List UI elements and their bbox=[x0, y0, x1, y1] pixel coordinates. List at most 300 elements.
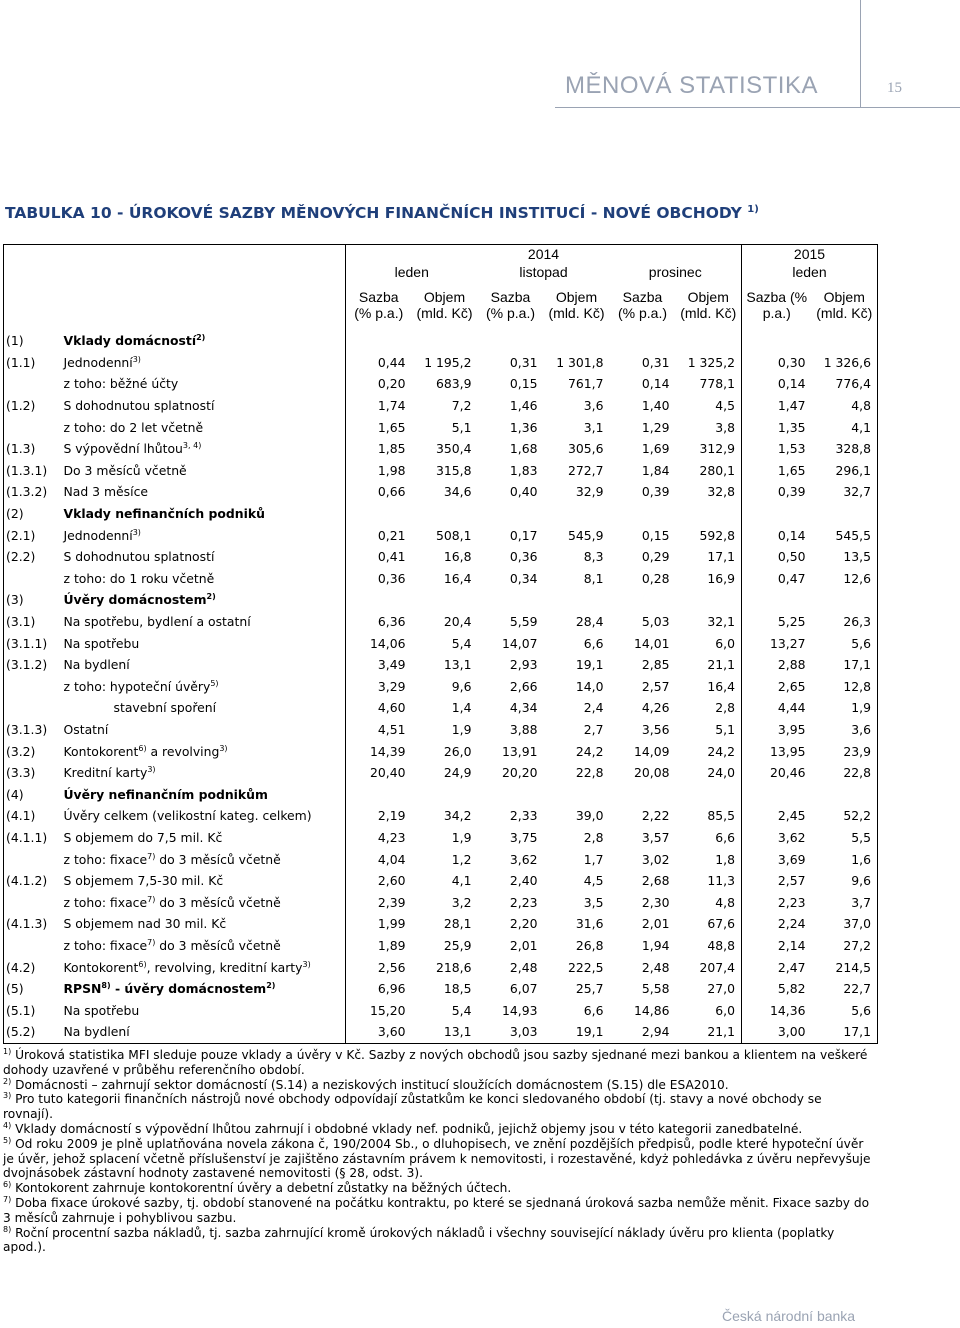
volume-cell: 508,1 bbox=[436, 527, 472, 543]
volume-cell bbox=[412, 330, 478, 352]
rate-cell: 3,49 bbox=[346, 654, 412, 676]
rate-cell: 0,39 bbox=[742, 481, 812, 503]
header-year-2015: 2015 bbox=[742, 245, 878, 264]
row-label-footnote-ref: 8) bbox=[101, 980, 111, 990]
table-row bbox=[4, 395, 878, 417]
rate-cell: 2,19 bbox=[346, 805, 412, 827]
rate-cell: 13,91 bbox=[502, 743, 538, 759]
table-row bbox=[4, 460, 878, 482]
row-label-footnote-ref: 3, 4) bbox=[182, 441, 202, 451]
row-label bbox=[64, 978, 346, 1000]
footnote-item bbox=[3, 1048, 873, 1078]
volume-cell: 1,8 bbox=[715, 851, 735, 867]
rate-cell: 20,20 bbox=[502, 765, 538, 781]
volume-cell: 9,6 bbox=[451, 678, 472, 694]
rate-cell: 1,29 bbox=[641, 419, 670, 435]
volume-cell bbox=[676, 783, 742, 805]
footnote-item bbox=[3, 1122, 873, 1137]
row-code: (2.2) bbox=[4, 546, 64, 568]
volume-cell bbox=[812, 589, 878, 611]
row-code: (3.2) bbox=[4, 740, 64, 762]
rate-cell bbox=[742, 330, 812, 352]
row-code: (4.1.1) bbox=[4, 827, 64, 849]
volume-cell: 32,7 bbox=[812, 481, 878, 503]
rate-cell: 2,23 bbox=[509, 894, 538, 910]
rate-cell: 1,40 bbox=[641, 398, 670, 414]
header-month-leden-2015: leden bbox=[742, 263, 878, 280]
rate-cell: 2,39 bbox=[346, 891, 412, 913]
rate-cell: 5,82 bbox=[742, 978, 812, 1000]
row-label-text: z toho: hypoteční úvěry bbox=[63, 678, 211, 694]
volume-cell: 9,6 bbox=[812, 870, 878, 892]
row-label-text: Kontokorent bbox=[63, 743, 139, 759]
rate-cell: 0,31 bbox=[509, 354, 538, 370]
rate-cell: 1,89 bbox=[346, 935, 412, 957]
rate-cell: 2,66 bbox=[509, 678, 538, 694]
volume-cell: 20,4 bbox=[443, 614, 472, 630]
row-code: (4.1.3) bbox=[4, 913, 64, 935]
row-label-footnote-ref: 3) bbox=[132, 527, 141, 537]
rate-cell: 2,65 bbox=[742, 676, 812, 698]
rate-cell: 2,47 bbox=[742, 956, 812, 978]
volume-cell: 1 325,2 bbox=[687, 354, 735, 370]
volume-cell: 5,6 bbox=[812, 999, 878, 1021]
rate-cell bbox=[478, 589, 544, 611]
row-label-text: Úvěry nefinančním podnikům bbox=[63, 786, 268, 802]
row-label-text-continued: a revolving bbox=[146, 743, 220, 759]
volume-cell: 1 326,6 bbox=[812, 352, 878, 374]
rate-cell: 0,20 bbox=[346, 373, 412, 395]
volume-cell: 4,1 bbox=[451, 873, 472, 889]
volume-cell: 8,3 bbox=[583, 549, 604, 565]
volume-cell: 4,5 bbox=[583, 873, 604, 889]
row-code: (3.3) bbox=[4, 762, 64, 784]
header-vertical-rule bbox=[860, 0, 861, 108]
row-label-text: Ostatní bbox=[63, 721, 109, 737]
rate-cell: 1,47 bbox=[742, 395, 812, 417]
volume-cell bbox=[544, 330, 610, 352]
rate-cell: 0,14 bbox=[742, 524, 812, 546]
rate-cell: 3,62 bbox=[509, 851, 538, 867]
header-rate: Sazba (% p.a.) bbox=[346, 280, 412, 330]
header-rate: Sazba (% p.a.) bbox=[485, 289, 535, 321]
volume-cell: 272,7 bbox=[568, 462, 604, 478]
table-title-footnote-ref: 1) bbox=[747, 203, 759, 215]
rate-cell: 0,41 bbox=[346, 546, 412, 568]
rate-cell: 0,47 bbox=[742, 568, 812, 590]
volume-cell bbox=[676, 589, 742, 611]
row-label-footnote-ref: 6) bbox=[138, 959, 147, 969]
volume-cell: 5,1 bbox=[451, 419, 472, 435]
footnote-text: Od roku 2009 je plně uplatňována novela zákona č, 190/2004 Sb., o dluhopisech, ve znění pozdějších předpisů, podle které hypoteční úvěr je úvěr, jehož splacení včetně příslušenství je zajištěno zástavním právem k nemovitosti, i rozestavěné, kdyż pohledávka z úvěru nepřevyšuje dvojnásobek zástavní hodnoty zastavené nemovitosti (§ 28, odst. 3). bbox=[3, 1136, 871, 1181]
volume-cell: 39,0 bbox=[575, 808, 604, 824]
volume-cell: 67,6 bbox=[707, 916, 735, 932]
volume-cell: 328,8 bbox=[812, 438, 878, 460]
rate-cell: 6,36 bbox=[346, 611, 412, 633]
row-code bbox=[4, 676, 64, 698]
row-code bbox=[4, 935, 64, 957]
volume-cell: 16,9 bbox=[707, 570, 735, 586]
volume-cell: 26,3 bbox=[812, 611, 878, 633]
row-label-text-continued: do 3 měsíců včetně bbox=[155, 894, 281, 910]
rate-cell: 2,94 bbox=[610, 1021, 676, 1043]
rate-cell: 1,36 bbox=[509, 419, 538, 435]
row-code bbox=[4, 568, 64, 590]
rate-cell: 0,66 bbox=[346, 481, 412, 503]
rate-cell: 2,24 bbox=[742, 913, 812, 935]
footnote-text: Vklady domácností s výpovědní lhůtou zahrnují i obdobné vklady nef. podniků, jejichž objemy jsou v této kategorii zanedbatelné. bbox=[11, 1121, 803, 1136]
running-header-title: MĚNOVÁ STATISTIKA bbox=[565, 72, 818, 99]
rate-cell: 3,88 bbox=[509, 721, 538, 737]
volume-cell: 1,9 bbox=[451, 829, 472, 845]
table-row bbox=[4, 935, 878, 957]
rate-cell: 4,26 bbox=[641, 700, 670, 716]
header-volume: Objem (mld. Kč) bbox=[548, 289, 605, 321]
table-row bbox=[4, 978, 878, 1000]
interest-rate-table-container bbox=[3, 244, 877, 1044]
rate-cell: 5,58 bbox=[641, 981, 670, 997]
rate-cell bbox=[610, 783, 676, 805]
row-code: (1.2) bbox=[4, 395, 64, 417]
rate-cell: 1,83 bbox=[509, 462, 538, 478]
rate-cell: 1,68 bbox=[509, 441, 538, 457]
volume-cell: 27,2 bbox=[812, 935, 878, 957]
rate-cell: 5,03 bbox=[641, 614, 670, 630]
rate-cell: 0,31 bbox=[641, 354, 670, 370]
rate-cell: 4,34 bbox=[509, 700, 538, 716]
row-label-footnote-ref: 7) bbox=[147, 851, 156, 861]
volume-cell: 6,6 bbox=[583, 635, 604, 651]
row-code bbox=[4, 416, 64, 438]
volume-cell: 21,1 bbox=[707, 657, 735, 673]
footnote-item bbox=[3, 1078, 873, 1093]
rate-cell: 0,14 bbox=[742, 373, 812, 395]
table-title-text: TABULKA 10 - ÚROKOVÉ SAZBY MĚNOVÝCH FINANČNÍCH INSTITUCÍ - NOVÉ OBCHODY bbox=[5, 204, 742, 222]
volume-cell: 350,4 bbox=[436, 441, 472, 457]
table-row bbox=[4, 697, 878, 719]
rate-cell bbox=[478, 330, 544, 352]
rate-cell: 14,93 bbox=[502, 1002, 538, 1018]
table-row bbox=[4, 805, 878, 827]
rate-cell: 2,40 bbox=[509, 873, 538, 889]
row-code bbox=[4, 848, 64, 870]
header-month-leden-2014: leden bbox=[346, 263, 478, 280]
volume-cell bbox=[812, 330, 878, 352]
rate-cell: 2,23 bbox=[742, 891, 812, 913]
rate-cell: 14,39 bbox=[346, 740, 412, 762]
rate-cell: 3,02 bbox=[641, 851, 670, 867]
rate-cell: 4,23 bbox=[346, 827, 412, 849]
rate-cell: 0,50 bbox=[742, 546, 812, 568]
header-blank-cell bbox=[4, 245, 346, 331]
rate-cell: 0,44 bbox=[346, 352, 412, 374]
volume-cell: 218,6 bbox=[436, 959, 472, 975]
row-code: (1.3) bbox=[4, 438, 64, 460]
row-label bbox=[64, 373, 346, 395]
table-header bbox=[4, 245, 878, 331]
row-code bbox=[4, 891, 64, 913]
volume-cell: 37,0 bbox=[812, 913, 878, 935]
rate-cell: 5,59 bbox=[509, 614, 538, 630]
footnote-text: Pro tuto kategorii finančních nástrojů nové obchody odpovídají zůstatkům ke konci sledovaného období (tj. stavy a nové obchody se rovnají). bbox=[3, 1092, 822, 1122]
footnote-number: 4) bbox=[3, 1120, 12, 1130]
volume-cell: 1,9 bbox=[812, 697, 878, 719]
footnote-number: 5) bbox=[3, 1135, 12, 1145]
rate-cell: 1,94 bbox=[641, 937, 670, 953]
row-code: (3) bbox=[4, 589, 64, 611]
volume-cell: 296,1 bbox=[812, 460, 878, 482]
rate-cell bbox=[742, 783, 812, 805]
rate-cell: 0,28 bbox=[641, 570, 670, 586]
rate-cell: 14,07 bbox=[502, 635, 538, 651]
rate-cell: 3,62 bbox=[742, 827, 812, 849]
rate-cell: 0,21 bbox=[346, 524, 412, 546]
row-label-text: Do 3 měsíců včetně bbox=[63, 462, 187, 478]
volume-cell: 22,7 bbox=[812, 978, 878, 1000]
volume-cell: 24,0 bbox=[707, 765, 735, 781]
rate-cell bbox=[346, 783, 412, 805]
row-label-text: Nad 3 měsíce bbox=[63, 484, 149, 500]
rate-cell: 0,36 bbox=[346, 568, 412, 590]
volume-cell bbox=[412, 783, 478, 805]
footnote-item bbox=[3, 1196, 873, 1226]
rate-cell: 2,20 bbox=[509, 916, 538, 932]
table-row bbox=[4, 438, 878, 460]
rate-cell bbox=[346, 589, 412, 611]
row-label bbox=[64, 697, 346, 719]
rate-cell: 1,99 bbox=[346, 913, 412, 935]
volume-cell: 22,8 bbox=[812, 762, 878, 784]
rate-cell: 13,27 bbox=[742, 632, 812, 654]
header-rate: Sazba (% p.a.) bbox=[617, 289, 667, 321]
header-year-2014: 2014 bbox=[346, 245, 742, 264]
table-row bbox=[4, 589, 878, 611]
table-row bbox=[4, 503, 878, 525]
rate-cell: 1,65 bbox=[346, 416, 412, 438]
row-label bbox=[64, 654, 346, 676]
volume-cell: 1 195,2 bbox=[424, 354, 472, 370]
volume-cell: 28,1 bbox=[443, 916, 472, 932]
rate-cell bbox=[610, 330, 676, 352]
rate-cell: 3,56 bbox=[641, 721, 670, 737]
row-label-text: Na bydlení bbox=[63, 657, 130, 673]
volume-cell: 305,6 bbox=[568, 441, 604, 457]
rate-cell: 1,69 bbox=[641, 441, 670, 457]
volume-cell: 3,1 bbox=[583, 419, 604, 435]
row-label-text: Kontokorent bbox=[63, 959, 139, 975]
row-label-text-continued: - úvěry domácnostem bbox=[110, 981, 267, 997]
row-code: (5) bbox=[4, 978, 64, 1000]
volume-cell: 34,6 bbox=[443, 484, 472, 500]
volume-cell: 12,8 bbox=[812, 676, 878, 698]
table-row bbox=[4, 632, 878, 654]
rate-cell: 0,14 bbox=[641, 376, 670, 392]
table-row bbox=[4, 524, 878, 546]
rate-cell: 0,40 bbox=[509, 484, 538, 500]
rate-cell: 3,69 bbox=[742, 848, 812, 870]
row-label bbox=[64, 762, 346, 784]
volume-cell bbox=[812, 783, 878, 805]
footnote-text: Domácnosti – zahrnují sektor domácností (S.14) a neziskových institucí sloužících domácnostem (S.15) dle ESA2010. bbox=[11, 1077, 729, 1092]
volume-cell: 5,4 bbox=[451, 1002, 472, 1018]
footer-bank-name: Česká národní banka bbox=[722, 1308, 856, 1324]
row-label-text: S objemem 7,5-30 mil. Kč bbox=[63, 873, 224, 889]
volume-cell: 22,8 bbox=[575, 765, 604, 781]
volume-cell bbox=[544, 589, 610, 611]
footnote-number: 8) bbox=[3, 1224, 12, 1234]
row-label bbox=[64, 848, 346, 870]
row-label bbox=[64, 870, 346, 892]
rate-cell: 6,07 bbox=[509, 981, 538, 997]
row-code: (4.2) bbox=[4, 956, 64, 978]
row-code: (4) bbox=[4, 783, 64, 805]
row-label bbox=[64, 891, 346, 913]
volume-cell: 683,9 bbox=[436, 376, 472, 392]
volume-cell: 3,2 bbox=[451, 894, 472, 910]
table-body bbox=[4, 330, 878, 1043]
row-label-text: z toho: fixace bbox=[63, 894, 148, 910]
row-label bbox=[64, 438, 346, 460]
row-label-footnote-ref: 3) bbox=[132, 354, 141, 364]
row-code: (1) bbox=[4, 330, 64, 352]
row-label-text: z toho: do 2 let včetně bbox=[63, 419, 204, 435]
rate-cell: 4,04 bbox=[346, 848, 412, 870]
row-label-text: Na spotřebu bbox=[63, 635, 140, 651]
rate-cell: 3,95 bbox=[742, 719, 812, 741]
row-code: (5.2) bbox=[4, 1021, 64, 1043]
row-label-footnote-ref-2: 3) bbox=[219, 743, 228, 753]
rate-cell bbox=[346, 330, 412, 352]
volume-cell: 6,0 bbox=[715, 635, 735, 651]
rate-cell: 20,40 bbox=[346, 762, 412, 784]
rate-cell: 2,56 bbox=[346, 956, 412, 978]
rate-cell bbox=[610, 589, 676, 611]
row-label-text: Na spotřebu bbox=[63, 1002, 140, 1018]
volume-cell: 26,0 bbox=[443, 743, 472, 759]
header-horizontal-rule bbox=[555, 107, 960, 108]
row-label bbox=[64, 352, 346, 374]
volume-cell: 17,1 bbox=[812, 654, 878, 676]
row-label-text-continued: do 3 měsíců včetně bbox=[155, 937, 281, 953]
volume-cell: 776,4 bbox=[812, 373, 878, 395]
row-label bbox=[64, 524, 346, 546]
volume-cell: 32,8 bbox=[707, 484, 735, 500]
row-label-text: Vklady nefinančních podniků bbox=[63, 506, 265, 522]
volume-cell: 312,9 bbox=[699, 441, 735, 457]
rate-cell: 0,29 bbox=[641, 549, 670, 565]
rate-cell: 2,30 bbox=[641, 894, 670, 910]
volume-cell: 13,1 bbox=[443, 657, 472, 673]
footnote-item bbox=[3, 1137, 873, 1181]
rate-cell bbox=[478, 783, 544, 805]
row-label bbox=[64, 395, 346, 417]
volume-cell: 23,9 bbox=[812, 740, 878, 762]
volume-cell: 1,2 bbox=[451, 851, 472, 867]
row-code: (5.1) bbox=[4, 999, 64, 1021]
rate-cell: 2,93 bbox=[509, 657, 538, 673]
row-label-text: S objemem nad 30 mil. Kč bbox=[63, 916, 227, 932]
volume-cell: 24,2 bbox=[707, 743, 735, 759]
rate-cell: 0,15 bbox=[641, 527, 670, 543]
rate-cell: 2,01 bbox=[641, 916, 670, 932]
rate-cell bbox=[346, 503, 412, 525]
header-volume: Objem (mld. Kč) bbox=[680, 289, 737, 321]
volume-cell: 3,8 bbox=[715, 419, 735, 435]
row-label-text: S dohodnutou splatností bbox=[63, 549, 215, 565]
rate-cell: 2,48 bbox=[509, 959, 538, 975]
volume-cell: 8,1 bbox=[583, 570, 604, 586]
rate-cell: 0,15 bbox=[509, 376, 538, 392]
footnote-number: 3) bbox=[3, 1091, 12, 1101]
volume-cell: 3,6 bbox=[812, 719, 878, 741]
table-row bbox=[4, 762, 878, 784]
table-row bbox=[4, 416, 878, 438]
volume-cell: 27,0 bbox=[707, 981, 735, 997]
rate-cell: 0,17 bbox=[509, 527, 538, 543]
rate-cell: 0,36 bbox=[509, 549, 538, 565]
rate-cell: 20,46 bbox=[742, 762, 812, 784]
row-label-text: Na bydlení bbox=[63, 1024, 130, 1040]
volume-cell: 24,9 bbox=[443, 765, 472, 781]
row-label-footnote-ref-2: 2) bbox=[266, 980, 276, 990]
header-month-prosinec: prosinec bbox=[648, 263, 702, 280]
volume-cell bbox=[412, 503, 478, 525]
volume-cell: 13,5 bbox=[812, 546, 878, 568]
row-code: (2) bbox=[4, 503, 64, 525]
volume-cell: 761,7 bbox=[568, 376, 604, 392]
volume-cell: 25,9 bbox=[443, 937, 472, 953]
table-row bbox=[4, 740, 878, 762]
volume-cell: 3,6 bbox=[583, 398, 604, 414]
table-row bbox=[4, 568, 878, 590]
row-label-text-continued: , revolving, kreditní karty bbox=[146, 959, 303, 975]
rate-cell bbox=[742, 589, 812, 611]
row-label bbox=[64, 460, 346, 482]
volume-cell: 2,4 bbox=[583, 700, 604, 716]
volume-cell: 545,5 bbox=[812, 524, 878, 546]
rate-cell: 13,95 bbox=[742, 740, 812, 762]
row-label-text: Jednodenní bbox=[63, 527, 133, 543]
row-code bbox=[4, 373, 64, 395]
volume-cell: 52,2 bbox=[812, 805, 878, 827]
volume-cell: 1 301,8 bbox=[556, 354, 604, 370]
table-title bbox=[5, 204, 759, 222]
row-label bbox=[64, 999, 346, 1021]
table-row bbox=[4, 330, 878, 352]
volume-cell: 32,1 bbox=[707, 614, 735, 630]
volume-cell: 7,2 bbox=[451, 398, 472, 414]
rate-cell: 1,46 bbox=[509, 398, 538, 414]
row-label-text: RPSN bbox=[63, 981, 102, 997]
footnote-item bbox=[3, 1226, 873, 1256]
row-label bbox=[64, 568, 346, 590]
row-label-footnote-ref: 5) bbox=[210, 678, 219, 688]
volume-cell: 222,5 bbox=[568, 959, 604, 975]
table-row bbox=[4, 956, 878, 978]
rate-cell: 6,96 bbox=[346, 978, 412, 1000]
row-label bbox=[64, 611, 346, 633]
row-label-text: Úvěry celkem (velikostní kateg. celkem) bbox=[63, 808, 312, 824]
rate-cell: 4,51 bbox=[346, 719, 412, 741]
row-label bbox=[64, 1021, 346, 1043]
row-code: (3.1.1) bbox=[4, 632, 64, 654]
rate-cell: 3,00 bbox=[742, 1021, 812, 1043]
rate-cell: 1,85 bbox=[346, 438, 412, 460]
volume-cell: 778,1 bbox=[699, 376, 735, 392]
table-row bbox=[4, 827, 878, 849]
volume-cell: 4,1 bbox=[812, 416, 878, 438]
row-label bbox=[64, 676, 346, 698]
